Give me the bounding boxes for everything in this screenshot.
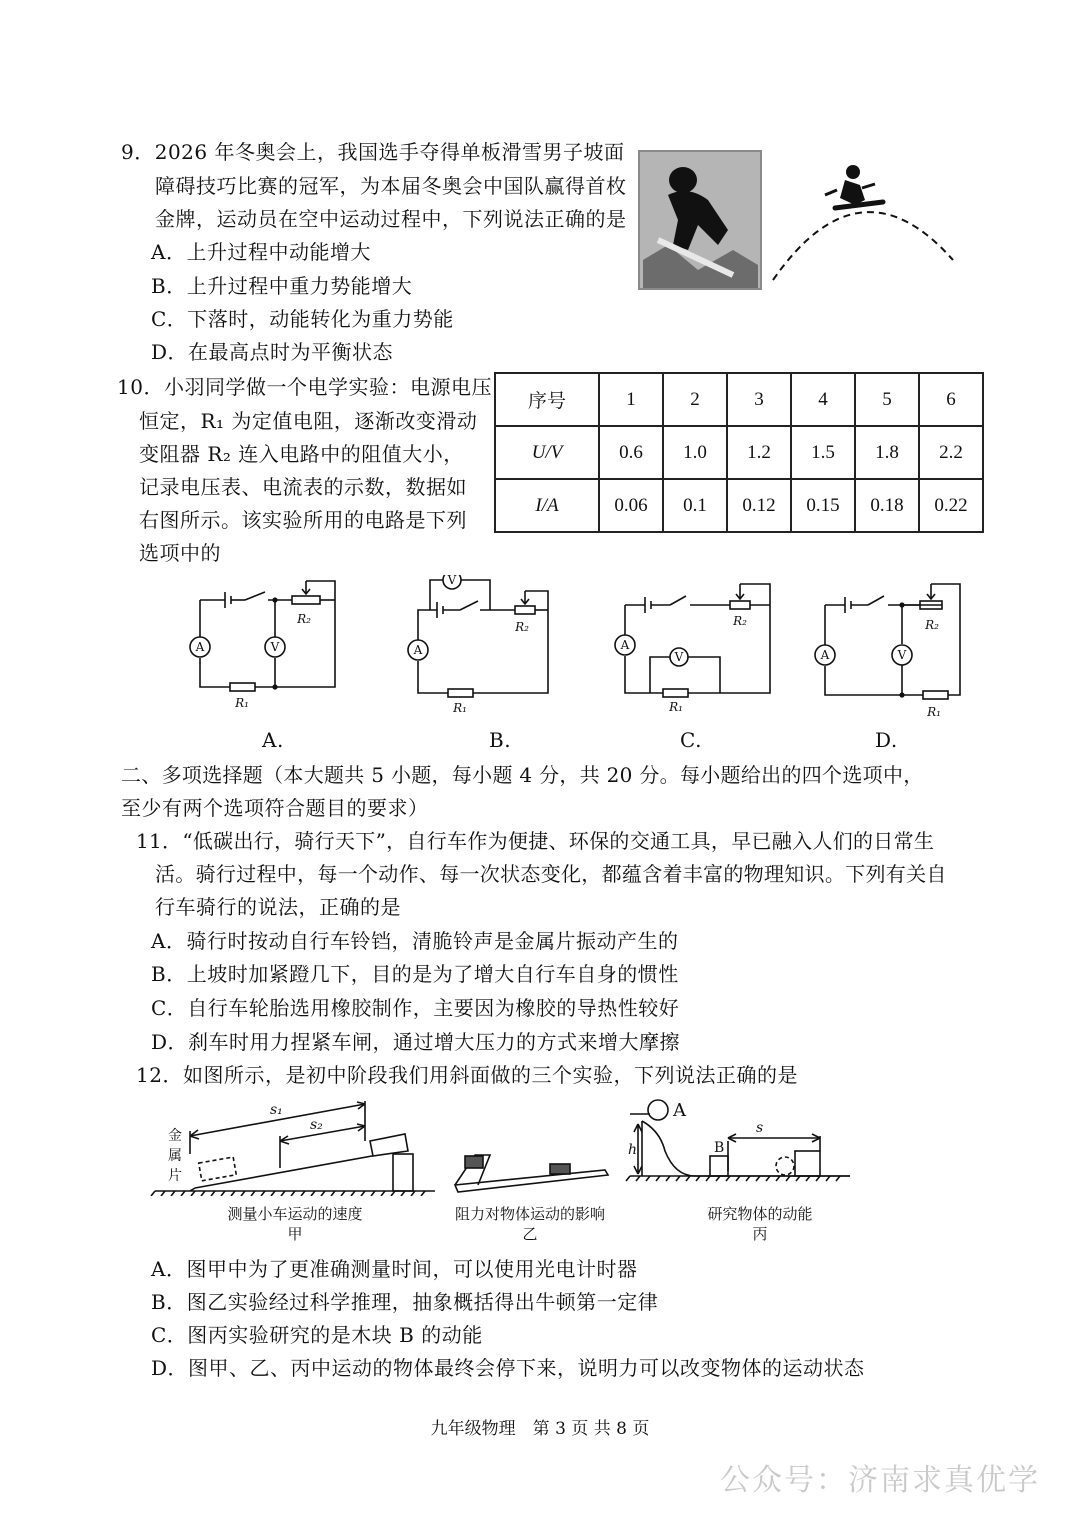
q12-stem: 12．如图所示，是初中阶段我们用斜面做的三个实验，下列说法正确的是 (136, 1063, 798, 1087)
q9-option-d: D．在最高点时为平衡状态 (151, 340, 394, 364)
q10-stem-line-5: 右图所示。该实验所用的电路是下列 (139, 508, 467, 532)
metal-label-3: 片 (168, 1168, 182, 1184)
page-footer: 九年级物理 第 3 页 共 8 页 (430, 1419, 650, 1439)
r1-label: R₁ (927, 705, 941, 719)
choice-d-label: D. (875, 728, 898, 752)
height-h-label: h (628, 1142, 638, 1158)
voltmeter-label: V (270, 640, 280, 654)
metal-label-1: 金 (168, 1128, 182, 1144)
voltmeter-label: V (447, 575, 457, 587)
q9-option-b: B．上升过程中重力势能增大 (151, 274, 413, 298)
table-cell: 2 (663, 373, 727, 426)
q12-option-b: B．图乙实验经过科学推理，抽象概括得出牛顿第一定律 (151, 1290, 659, 1314)
table-cell: 序号 (495, 373, 599, 426)
choice-c-label: C. (680, 728, 702, 752)
table-cell: 0.12 (727, 479, 791, 532)
q12-option-c: C．图丙实验研究的是木块 B 的动能 (151, 1323, 483, 1347)
fig-jia-name: 甲 (287, 1225, 303, 1243)
r2-label: R₂ (515, 620, 529, 634)
table-cell: 3 (727, 373, 791, 426)
figure-bing-incline (620, 1096, 860, 1191)
table-cell: 1.8 (855, 426, 919, 479)
table-row (495, 426, 983, 479)
fig-yi-name: 乙 (522, 1225, 538, 1243)
table-cell: 1 (599, 373, 663, 426)
choice-a-label: A. (262, 728, 284, 752)
voltmeter-label: V (897, 648, 907, 662)
table-cell: 4 (791, 373, 855, 426)
table-row (495, 373, 983, 426)
watermark: 公众号：济南求真优学 (720, 1463, 1040, 1498)
section2-line-1: 二、多项选择题（本大题共 5 小题，每小题 4 分，共 20 分。每小题给出的四个选项中， (121, 763, 924, 787)
table-cell: 0.1 (663, 479, 727, 532)
q10-stem-line-3: 变阻器 R₂ 连入电路中的阻值大小， (139, 442, 464, 466)
q9-stem-line-1: 9．2026 年冬奥会上，我国选手夺得单板滑雪男子坡面 (121, 140, 625, 164)
table-cell: 0.6 (599, 426, 663, 479)
q9-stem-line-2: 障碍技巧比赛的冠军，为本届冬奥会中国队赢得首枚 (155, 174, 627, 198)
s1-label: s₁ (270, 1102, 283, 1118)
q10-data-table (494, 372, 984, 533)
ball-a-label: A (673, 1100, 686, 1121)
block-b-label: B (714, 1140, 725, 1156)
q9-option-c: C．下落时，动能转化为重力势能 (151, 307, 454, 331)
q10-stem-line-2: 恒定，R₁ 为定值电阻，逐渐改变滑动 (139, 409, 478, 433)
r1-label: R₁ (669, 700, 683, 714)
q11-option-c: C．自行车轮胎选用橡胶制作，主要因为橡胶的导热性较好 (151, 996, 680, 1020)
section2-line-2: 至少有两个选项符合题目的要求） (121, 796, 429, 820)
table-row (495, 479, 983, 532)
q10-stem-line-1: 10．小羽同学做一个电学实验：电源电压 (117, 375, 492, 399)
table-cell: 1.0 (663, 426, 727, 479)
ammeter-label: A (620, 638, 630, 652)
table-cell: U/V (495, 426, 599, 479)
table-cell: 1.2 (727, 426, 791, 479)
snowboarder-arc-diagram (765, 150, 965, 290)
table-cell: 6 (919, 373, 983, 426)
q11-stem-line-1: 11．“低碳出行，骑行天下”，自行车作为便捷、环保的交通工具，早已融入人们的日常生 (136, 829, 935, 853)
distance-s-label: s (756, 1120, 764, 1136)
table-cell: 2.2 (919, 426, 983, 479)
fig-yi-caption: 阻力对物体运动的影响 (454, 1205, 605, 1223)
q11-stem-line-2: 活。骑行过程中，每一个动作、每一次状态变化，都蕴含着丰富的物理知识。下列有关自 (155, 862, 947, 886)
q11-option-d: D．刹车时用力捏紧车闸，通过增大压力的方式来增大摩擦 (151, 1030, 681, 1054)
table-cell: 0.15 (791, 479, 855, 532)
q12-option-a: A．图甲中为了更准确测量时间，可以使用光电计时器 (151, 1257, 638, 1281)
table-cell: 5 (855, 373, 919, 426)
q10-stem-line-4: 记录电压表、电流表的示数，数据如 (139, 475, 467, 499)
s2-label: s₂ (310, 1117, 323, 1133)
q10-circuit-diagrams (180, 575, 980, 725)
fig-bing-name: 丙 (752, 1225, 768, 1243)
q12-option-d: D．图甲、乙、丙中运动的物体最终会停下来，说明力可以改变物体的运动状态 (151, 1356, 865, 1380)
r2-label: R₂ (733, 614, 747, 628)
metal-label-2: 属 (168, 1148, 182, 1164)
snowboarder-photo (638, 150, 762, 290)
r2-label: R₂ (925, 618, 939, 632)
fig-bing-caption: 研究物体的动能 (707, 1205, 813, 1223)
r1-label: R₁ (235, 696, 249, 710)
table-cell: 0.18 (855, 479, 919, 532)
voltmeter-label: V (674, 650, 684, 664)
figure-jia-incline (150, 1096, 440, 1196)
table-cell: 0.06 (599, 479, 663, 532)
ammeter-label: A (195, 640, 205, 654)
table-cell: 0.22 (919, 479, 983, 532)
table-cell: I/A (495, 479, 599, 532)
r1-label: R₁ (453, 701, 467, 715)
ammeter-label: A (413, 643, 423, 657)
ammeter-label: A (820, 648, 830, 662)
figure-yi-incline (450, 1140, 615, 1200)
fig-jia-caption: 测量小车运动的速度 (227, 1205, 363, 1223)
choice-b-label: B. (489, 728, 512, 752)
q10-stem-line-6: 选项中的 (139, 541, 221, 565)
q11-option-b: B．上坡时加紧蹬几下，目的是为了增大自行车自身的惯性 (151, 962, 679, 986)
q9-option-a: A．上升过程中动能增大 (151, 240, 371, 264)
r2-label: R₂ (297, 612, 311, 626)
q9-stem-line-3: 金牌，运动员在空中运动过程中，下列说法正确的是 (155, 207, 627, 231)
table-cell: 1.5 (791, 426, 855, 479)
q11-stem-line-3: 行车骑行的说法，正确的是 (155, 895, 401, 919)
q11-option-a: A．骑行时按动自行车铃铛，清脆铃声是金属片振动产生的 (151, 929, 679, 953)
